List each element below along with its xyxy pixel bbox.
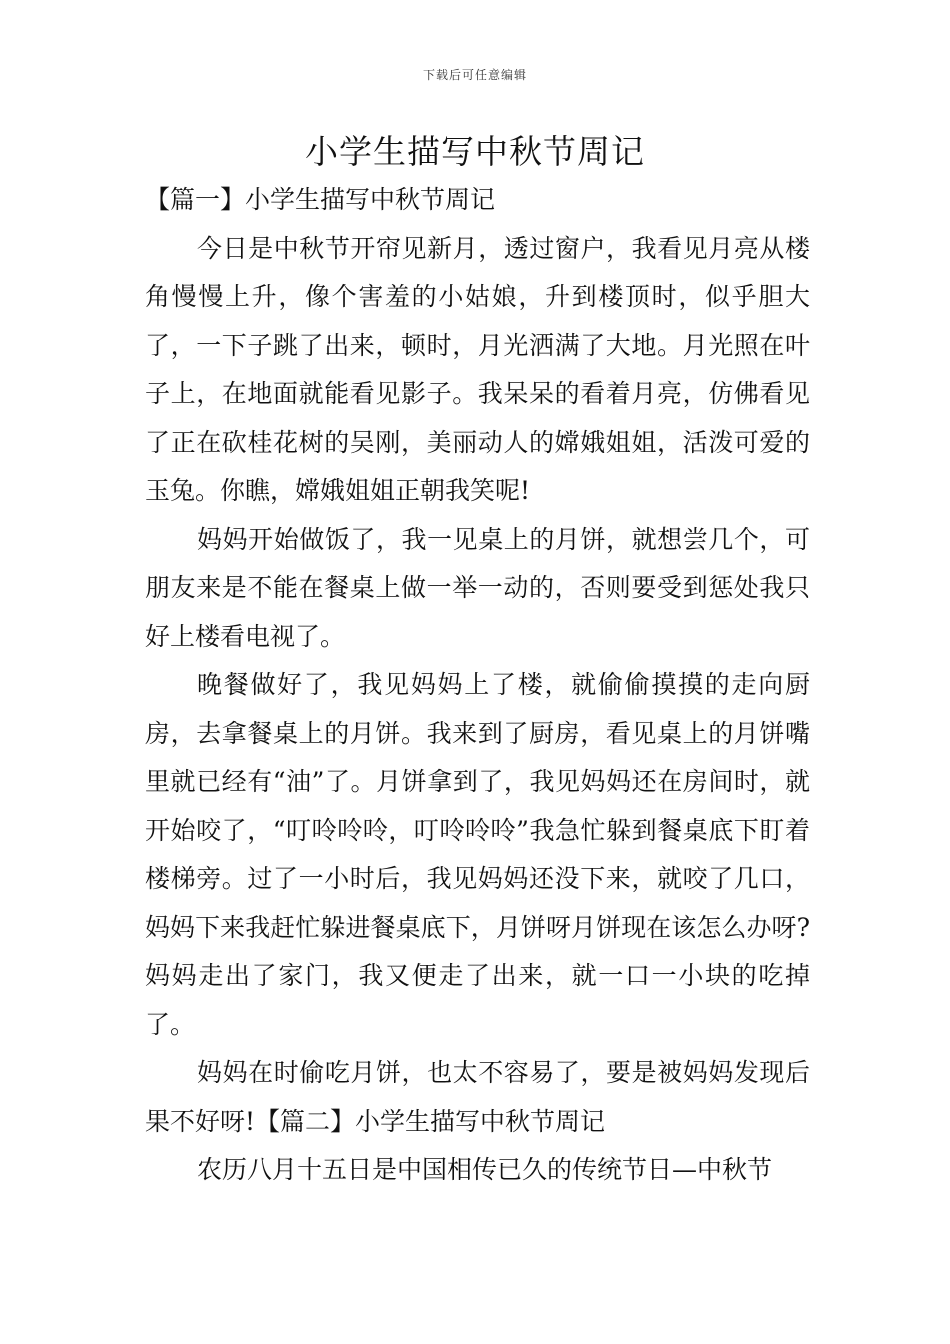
paragraph: 晚餐做好了，我见妈妈上了楼，就偷偷摸摸的走向厨房，去拿餐桌上的月饼。我来到了厨房，看见桌上的月饼嘴里就已经有“油”了。月饼拿到了，我见妈妈还在房间时，就开始咬了，“叮呤呤呤，叮呤呤呤”我急忙躲到餐桌底下盯着楼梯旁。过了一小时后，我见妈妈还没下来，就咬了几口，妈妈下来我赶忙躲进餐桌底下，月饼呀月饼现在该怎么办呀?妈妈走出了家门，我又便走了出来，就一口一小块的吃掉了。 bbox=[145, 670, 810, 1039]
document-body bbox=[145, 176, 810, 1195]
paragraph: 今日是中秋节开帘见新月，透过窗户，我看见月亮从楼角慢慢上升，像个害羞的小姑娘，升到楼顶时，似乎胆大了，一下子跳了出来，顿时，月光洒满了大地。月光照在叶子上，在地面就能看见影子。我呆呆的看着月亮，仿佛看见了正在砍桂花树的吴刚，美丽动人的嫦娥姐姐，活泼可爱的玉兔。你瞧，嫦娥姐姐正朝我笑呢! bbox=[145, 233, 810, 505]
paragraph: 妈妈在时偷吃月饼，也太不容易了，要是被妈妈发现后果不好呀!【篇二】小学生描写中秋节周记 bbox=[145, 1058, 810, 1136]
paragraph: 妈妈开始做饭了，我一见桌上的月饼，就想尝几个，可朋友来是不能在餐桌上做一举一动的，否则要受到惩处我只好上楼看电视了。 bbox=[145, 524, 810, 651]
document-title: 小学生描写中秋节周记 bbox=[305, 132, 645, 171]
paragraph: 农历八月十五日是中国相传已久的传统节日—中秋节 bbox=[197, 1155, 773, 1184]
section-heading: 【篇一】小学生描写中秋节周记 bbox=[145, 185, 496, 214]
header-note: 下载后可任意编辑 bbox=[422, 68, 527, 82]
